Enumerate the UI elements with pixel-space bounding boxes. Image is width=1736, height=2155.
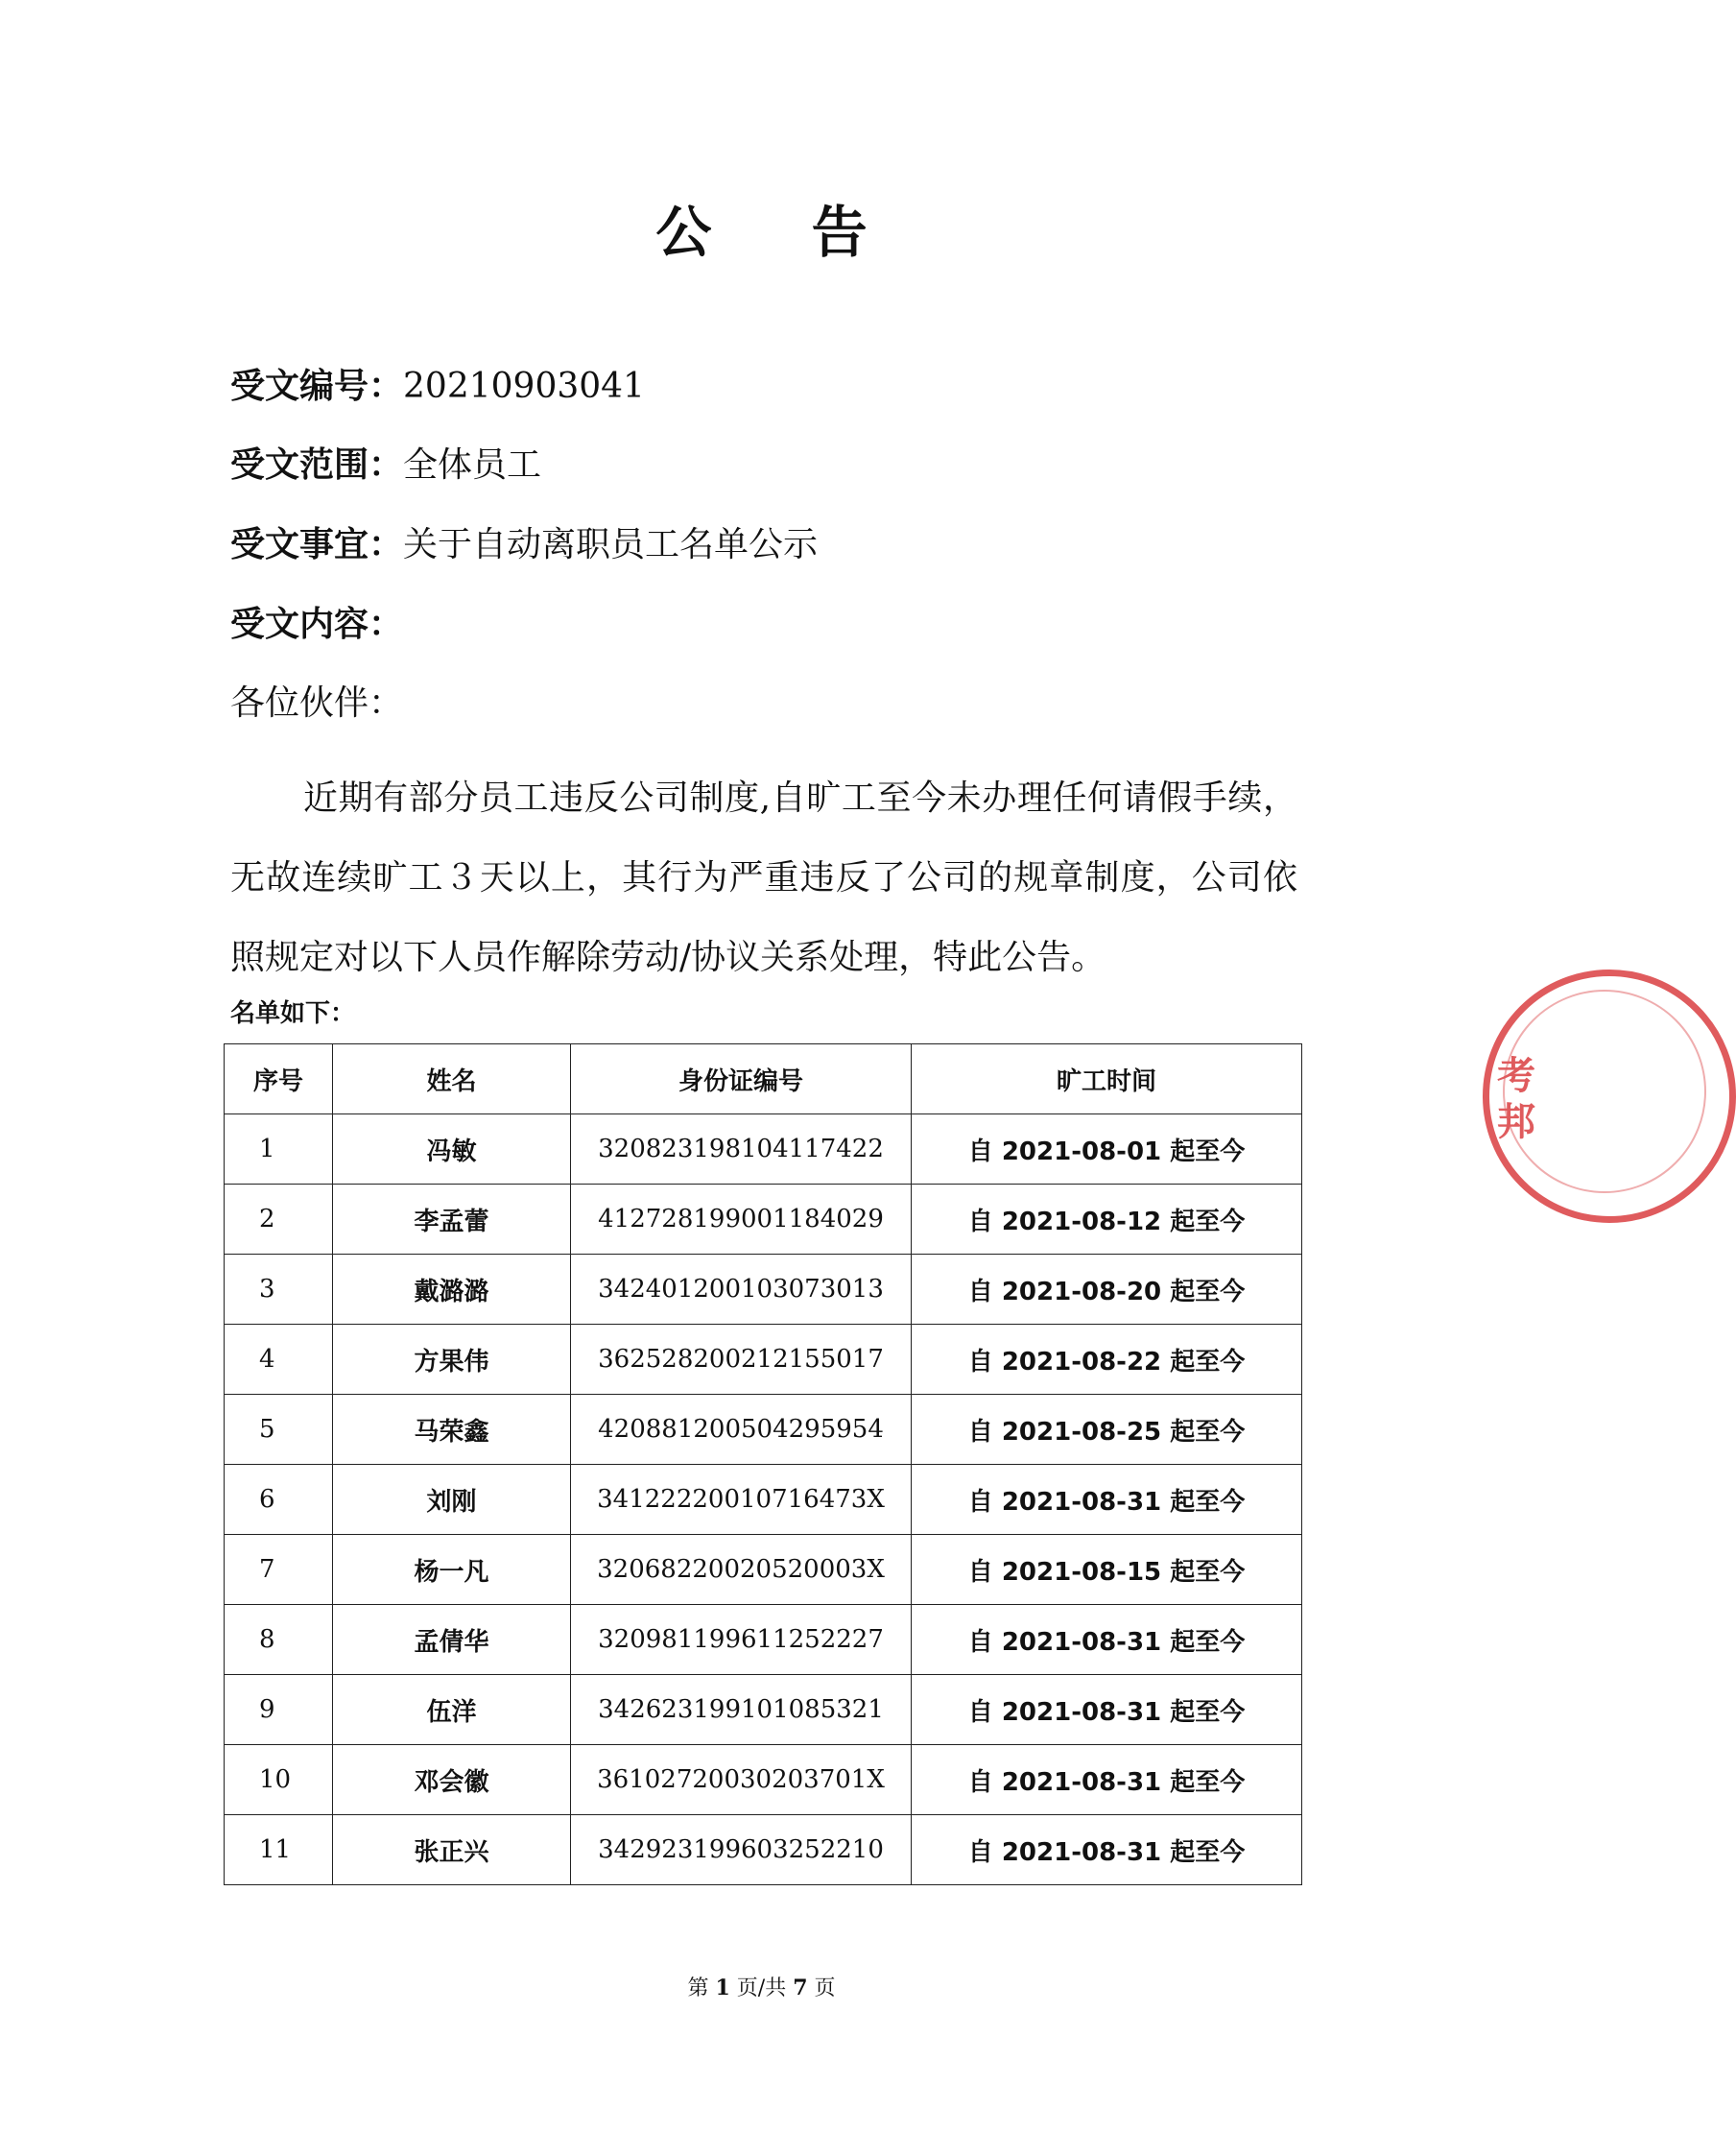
table-row: [225, 1535, 1302, 1605]
footer-suffix: 页: [814, 1976, 836, 2000]
header-absence-time: 旷工时间: [912, 1044, 1302, 1114]
content-label: 受文内容：: [230, 605, 404, 644]
row-name: 戴潞潞: [333, 1255, 571, 1325]
company-seal-stamp: [1483, 970, 1736, 1223]
greeting: 各位伙伴：: [230, 683, 404, 723]
row-id: 342401200103073013: [571, 1255, 912, 1325]
doc-number-line: [230, 365, 645, 409]
row-seq: 5: [225, 1395, 333, 1465]
table-row: [225, 1745, 1302, 1815]
row-id: 32068220020520003X: [571, 1535, 912, 1605]
row-seq: 1: [225, 1114, 333, 1185]
matter-line: [230, 523, 818, 567]
row-time: 自 2021-08-25 起至今: [912, 1395, 1302, 1465]
row-seq: 3: [225, 1255, 333, 1325]
row-name: 方果伟: [333, 1325, 571, 1395]
table-row: [225, 1395, 1302, 1465]
matter-value: 关于自动离职员工名单公示: [403, 525, 819, 564]
row-time: 自 2021-08-31 起至今: [912, 1465, 1302, 1535]
row-name: 张正兴: [333, 1815, 571, 1885]
seal-lettering: 考 邦: [1497, 1054, 1535, 1144]
table-row: [225, 1114, 1302, 1185]
list-heading: 名单如下：: [230, 999, 356, 1028]
row-id: 412728199001184029: [571, 1185, 912, 1255]
row-id: 320823198104117422: [571, 1114, 912, 1185]
table-row: [225, 1185, 1302, 1255]
footer-page-number: 1: [715, 1975, 730, 2000]
row-seq: 8: [225, 1605, 333, 1675]
doc-number-value: 20210903041: [403, 367, 645, 406]
row-time: 自 2021-08-15 起至今: [912, 1535, 1302, 1605]
row-name: 杨一凡: [333, 1535, 571, 1605]
row-id: 342923199603252210: [571, 1815, 912, 1885]
row-time: 自 2021-08-12 起至今: [912, 1185, 1302, 1255]
row-name: 李孟蕾: [333, 1185, 571, 1255]
scope-label: 受文范围：: [230, 445, 404, 485]
table-row: [225, 1815, 1302, 1885]
row-time: 自 2021-08-01 起至今: [912, 1114, 1302, 1185]
page-title: 公 告: [655, 200, 908, 265]
table-row: [225, 1465, 1302, 1535]
row-name: 冯敏: [333, 1114, 571, 1185]
table-header-row: [225, 1044, 1302, 1114]
page-footer: [0, 1974, 1523, 2003]
row-seq: 10: [225, 1745, 333, 1815]
scope-value: 全体员工: [403, 445, 542, 485]
row-id: 362528200212155017: [571, 1325, 912, 1395]
row-time: 自 2021-08-31 起至今: [912, 1675, 1302, 1745]
row-seq: 6: [225, 1465, 333, 1535]
row-name: 刘刚: [333, 1465, 571, 1535]
header-id: 身份证编号: [571, 1044, 912, 1114]
row-time: 自 2021-08-31 起至今: [912, 1605, 1302, 1675]
table-row: [225, 1675, 1302, 1745]
header-seq: 序号: [225, 1044, 333, 1114]
row-name: 邓会徽: [333, 1745, 571, 1815]
row-time: 自 2021-08-22 起至今: [912, 1325, 1302, 1395]
footer-total-pages: 7: [793, 1975, 808, 2000]
footer-prefix: 第: [687, 1976, 709, 2000]
header-name: 姓名: [333, 1044, 571, 1114]
row-time: 自 2021-08-20 起至今: [912, 1255, 1302, 1325]
table-row: [225, 1255, 1302, 1325]
row-seq: 2: [225, 1185, 333, 1255]
row-id: 34122220010716473X: [571, 1465, 912, 1535]
row-time: 自 2021-08-31 起至今: [912, 1815, 1302, 1885]
doc-number-label: 受文编号：: [230, 367, 404, 406]
row-id: 36102720030203701X: [571, 1745, 912, 1815]
footer-middle: 页/共: [736, 1976, 787, 2000]
row-id: 420881200504295954: [571, 1395, 912, 1465]
body-paragraph: 近期有部分员工违反公司制度,自旷工至今未办理任何请假手续，无故连续旷工３天以上，其行为严重违反了公司的规章制度，公司依照规定对以下人员作解除劳动/协议关系处理，特此公告。: [230, 778, 1297, 977]
content-line: [230, 603, 403, 647]
row-seq: 11: [225, 1815, 333, 1885]
row-seq: 4: [225, 1325, 333, 1395]
roster-table: [224, 1043, 1302, 1885]
row-name: 伍洋: [333, 1675, 571, 1745]
table-row: [225, 1605, 1302, 1675]
row-time: 自 2021-08-31 起至今: [912, 1745, 1302, 1815]
row-seq: 9: [225, 1675, 333, 1745]
scope-line: [230, 443, 541, 488]
row-name: 马荣鑫: [333, 1395, 571, 1465]
table-row: [225, 1325, 1302, 1395]
row-id: 342623199101085321: [571, 1675, 912, 1745]
row-name: 孟倩华: [333, 1605, 571, 1675]
matter-label: 受文事宜：: [230, 525, 404, 564]
row-seq: 7: [225, 1535, 333, 1605]
row-id: 320981199611252227: [571, 1605, 912, 1675]
